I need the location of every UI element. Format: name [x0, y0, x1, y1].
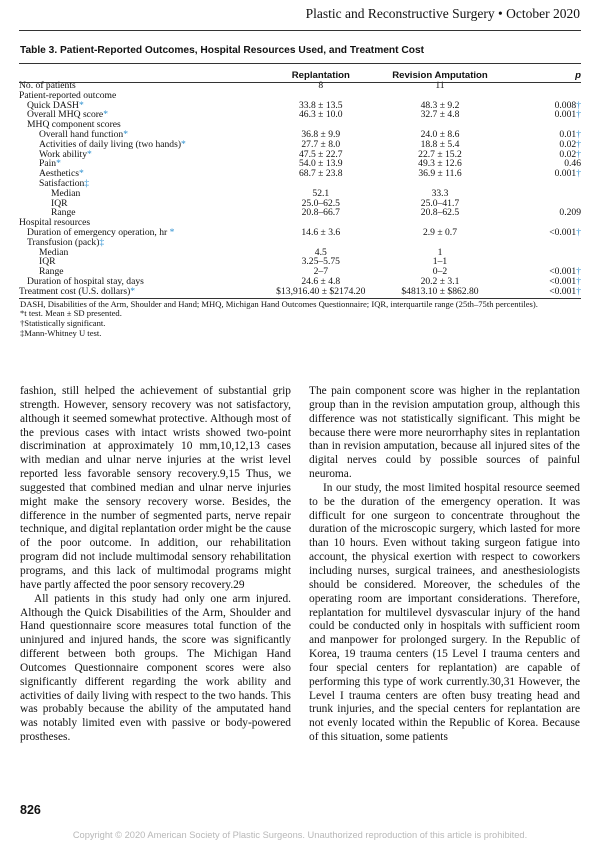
- row-label: IQR: [51, 197, 68, 209]
- cell-p-value: <0.001†: [549, 266, 581, 278]
- cell-replantation: 3.25–5.75: [301, 256, 340, 268]
- body-paragraph: fashion, still helped the achievement of substantial grip strength. However, sensory recovery was not satisfactory, although it seemed somewhat protective. Although most of the previous cases with intact wrists showed two-point discrimination at approximately 10 mm,10,12,13 cases with median and ulnar nerve injuries at the wrist level reported less favorable sensory recovery.9,15 Thus, we suggested that combined median and ulnar nerve injuries might make the sensory recovery worse. Besides, the difference in the number of segmented parts, nerve repair technique, and digital replantation order might be the cause of the poor outcome. In addition, our rehabilitation program did not include multimodal sensory rehabilitation programs, and this lack of multimodal programs might have partly affected the poor sensory recovery.29: [20, 385, 291, 591]
- header-revision-amputation: Revision Amputation: [392, 70, 488, 82]
- cell-revision-amputation: 24.0 ± 8.6: [420, 128, 460, 140]
- cell-revision-amputation: 36.9 ± 11.6: [418, 168, 462, 180]
- cell-revision-amputation: 20.2 ± 3.1: [420, 275, 460, 287]
- cell-p-value: 0.46: [564, 158, 581, 170]
- cell-p-value: 0.001†: [554, 168, 581, 180]
- cell-p-value: <0.001†: [549, 285, 581, 297]
- row-label: Quick DASH*: [27, 99, 84, 111]
- table-row: [19, 169, 581, 179]
- row-label: Treatment cost (U.S. dollars)*: [19, 285, 136, 297]
- row-label: IQR: [39, 256, 56, 268]
- cell-replantation: 54.0 ± 13.9: [298, 158, 343, 170]
- row-label: Median: [51, 187, 81, 199]
- cell-replantation: 36.8 ± 9.9: [301, 128, 341, 140]
- cell-p-value: 0.01†: [559, 128, 581, 140]
- cell-replantation: 46.3 ± 10.0: [298, 109, 343, 121]
- header-replantation: Replantation: [291, 70, 350, 82]
- row-label: Work ability*: [39, 148, 92, 160]
- row-label: Overall hand function*: [39, 128, 128, 140]
- table-row: [19, 238, 581, 248]
- row-label: No. of patients: [19, 80, 76, 91]
- running-head: Plastic and Reconstructive Surgery • October 2020: [305, 6, 580, 21]
- table-row: [19, 248, 581, 258]
- row-label: Pain*: [39, 158, 61, 170]
- cell-revision-amputation: 1–1: [432, 256, 448, 268]
- footnote-mann-whitney: ‡Mann-Whitney U test.: [20, 328, 102, 339]
- row-label: Duration of emergency operation, hr *: [27, 226, 175, 238]
- cell-revision-amputation: 25.0–41.7: [420, 197, 460, 209]
- cell-revision-amputation: 49.3 ± 12.6: [418, 158, 462, 170]
- body-right-column: [309, 385, 580, 745]
- table-row: [19, 179, 581, 189]
- cell-replantation: 14.6 ± 3.6: [301, 226, 341, 238]
- cell-p-value: <0.001†: [549, 275, 581, 287]
- footnote-t-test: *t test. Mean ± SD presented.: [20, 308, 122, 319]
- cell-replantation: 20.8–66.7: [301, 207, 340, 219]
- cell-revision-amputation: $4813.10 ± $862.80: [401, 285, 479, 297]
- table-footnotes: [20, 300, 582, 340]
- cell-replantation: 8: [318, 80, 324, 91]
- table-row: [19, 199, 581, 209]
- row-label: Range: [39, 266, 64, 278]
- table-header-row: [19, 69, 581, 81]
- cell-revision-amputation: 33.3: [431, 187, 449, 199]
- cell-p-value: 0.02†: [559, 138, 581, 150]
- cell-revision-amputation: 22.7 ± 15.2: [418, 148, 462, 160]
- cell-replantation: 2–7: [313, 266, 328, 278]
- table-header-rule: [19, 82, 581, 83]
- row-label: Hospital resources: [19, 217, 91, 229]
- body-paragraph: The pain component score was higher in the replantation group than in the revision amputation group, although this difference was not statistically significant. This might be because there were more neurorrhaphy sites in replantation than in revision amputation, because all injured sites of the digital nerves could by possible sources of painful neuroma.: [309, 385, 580, 481]
- cell-replantation: 52.1: [312, 187, 330, 199]
- body-paragraph: All patients in this study had only one arm injured. Although the Quick Disabilities of the Arm, Shoulder and Hand questionnaire score measures total function of the uninjured and injured hands, the score was significantly different between both groups. The Michigan Hand Outcomes Questionnaire component scores were also significantly different regarding the work ability and activities of daily living with respect to the two hands. This was probably because the ability of the amputated hand was notably limited even with passive or body-powered prostheses.: [20, 592, 291, 744]
- page-number: 826: [20, 803, 41, 817]
- header-p-value: p: [575, 70, 581, 82]
- cell-p-value: 0.008†: [554, 99, 581, 111]
- cell-replantation: 33.8 ± 13.5: [298, 99, 343, 111]
- header-rule: [19, 30, 581, 31]
- cell-replantation: 25.0–62.5: [301, 197, 340, 209]
- table-row: [19, 287, 581, 297]
- footnote-significant: †Statistically significant.: [20, 318, 106, 329]
- cell-replantation: $13,916.40 ± $2174.20: [276, 285, 366, 297]
- cell-revision-amputation: 11: [435, 80, 445, 91]
- cell-revision-amputation: 32.7 ± 4.8: [420, 109, 460, 121]
- cell-revision-amputation: 0–2: [432, 266, 448, 278]
- cell-p-value: [507, 248, 581, 258]
- cell-revision-amputation: 1: [437, 246, 443, 258]
- cell-replantation: 24.6 ± 4.8: [301, 275, 341, 287]
- row-label: Median: [39, 246, 69, 258]
- cell-revision-amputation: 2.9 ± 0.7: [422, 226, 457, 238]
- body-left-column: [20, 385, 291, 745]
- table-row: [19, 208, 581, 218]
- cell-revision-amputation: 18.8 ± 5.4: [420, 138, 460, 150]
- row-label: Duration of hospital stay, days: [27, 275, 144, 287]
- cell-p-value: 0.001†: [554, 109, 581, 121]
- body-paragraph: In our study, the most limited hospital resource seemed to be the duration of the emergency operation. It was difficult for one surgeon to concentrate throughout the duration of the microscopic surgery, which lasted for more than 10 hours. Even without taking surgeon fatigue into account, the physical exertion with respect to coworkers including nurses, surgical trainees, and anesthesiologists should be considered. Moreover, the schedules of the operating room are important considerations. Therefore, replantation for multilevel dysvascular injury of the hand could be conducted only in hospitals with sufficient room and manpower for prolonged surgery. In the Republic of Korea, 19 trauma centers (15 Level I trauma centers and four special centers for replantation) are capable of performing this type of work currently.30,31 However, the Level I trauma centers are often busy treating head and trunk injuries, and the special centers for replantation are not evenly located within the Republic of Korea. Because of this situation, some patients: [309, 481, 580, 744]
- row-label: Overall MHQ score*: [27, 109, 108, 121]
- cell-replantation: 47.5 ± 22.7: [298, 148, 343, 160]
- cell-replantation: 68.7 ± 23.8: [298, 168, 343, 180]
- cell-p-value: [507, 189, 581, 199]
- table-row: [19, 257, 581, 267]
- cell-p-value: 0.02†: [559, 148, 581, 160]
- row-label: Aesthetics*: [39, 168, 84, 180]
- cell-revision-amputation: 48.3 ± 9.2: [420, 99, 460, 111]
- row-label: Satisfaction‡: [39, 177, 90, 189]
- cell-revision-amputation: 20.8–62.5: [420, 207, 460, 219]
- outcomes-table: [19, 69, 581, 297]
- row-label: MHQ component scores: [27, 119, 121, 131]
- table-top-rule: [19, 63, 581, 64]
- row-label: Transfusion (pack)‡: [27, 236, 105, 248]
- row-label: Activities of daily living (two hands)*: [39, 138, 186, 150]
- cell-p-value: <0.001†: [549, 226, 581, 238]
- footnote-abbreviations: DASH, Disabilities of the Arm, Shoulder and Hand; MHQ, Michigan Hand Outcomes Questionnaire; IQR, interquartile range (25th–75th percentiles).: [20, 298, 538, 309]
- cell-replantation: 4.5: [314, 246, 327, 258]
- table-caption: Table 3. Patient-Reported Outcomes, Hospital Resources Used, and Treatment Cost: [20, 45, 425, 56]
- table-row: [19, 189, 581, 199]
- cell-replantation: 27.7 ± 8.0: [301, 138, 341, 150]
- cell-p-value: 0.209: [559, 207, 581, 219]
- copyright-notice: Copyright © 2020 American Society of Plastic Surgeons. Unauthorized reproduction of this article is prohibited.: [72, 830, 528, 840]
- cell-p-value: [507, 179, 581, 189]
- row-label: Range: [51, 207, 76, 219]
- row-label: Patient-reported outcome: [19, 89, 117, 101]
- cell-p-value: [507, 238, 581, 248]
